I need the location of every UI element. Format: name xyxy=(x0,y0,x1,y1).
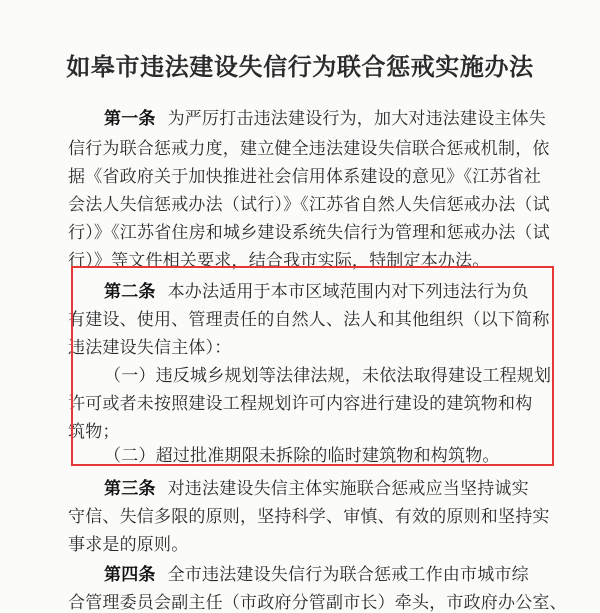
article-highlight-box xyxy=(71,266,554,466)
text-line xyxy=(68,162,541,187)
line-text: 本办法适用于本市区域范围内对下列违法行为负 xyxy=(167,282,529,302)
line-text: 信行为联合惩戒力度，建立健全违法建设失信联合惩戒机制，依 xyxy=(68,139,550,159)
line-text: 合管理委员会副主任（市政府分管副市长）牵头，市政府办公室、 xyxy=(68,593,567,613)
line-text: 行）》《江苏省住房和城乡建设系统失信行为管理和惩戒办法（试 xyxy=(68,223,550,243)
document-title: 如皋市违法建设失信行为联合惩戒实施办法 xyxy=(66,52,534,81)
text-line xyxy=(104,104,546,129)
line-text: （二）超过批准期限未拆除的临时建筑物和构筑物。 xyxy=(104,446,500,466)
text-line xyxy=(104,560,529,585)
text-line xyxy=(68,530,188,555)
article-label: 第三条 xyxy=(104,479,156,499)
line-text: 据《省政府关于加快推进社会信用体系建设的意见》《江苏省社 xyxy=(68,167,542,187)
line-text: 为严厉打击违法建设行为，加大对违法建设主体失 xyxy=(167,109,547,129)
line-text: 行）》等文件相关要求，结合我市实际，特制定本办法。 xyxy=(68,251,490,271)
line-text: 有建设、使用、管理责任的自然人、法人和其他组织（以下简称 xyxy=(68,310,550,330)
text-line xyxy=(104,474,529,499)
line-text: 违法建设失信主体）： xyxy=(68,338,232,358)
article-label: 第一条 xyxy=(104,109,156,129)
line-text: （一）违反城乡规划等法律法规，未依法取得建设工程规划 xyxy=(104,366,552,386)
text-line xyxy=(68,218,550,243)
line-text: 事求是的原则。 xyxy=(68,535,189,555)
line-text: 对违法建设失信主体实施联合惩戒应当坚持诚实 xyxy=(167,479,529,499)
article-label: 第二条 xyxy=(104,282,156,302)
line-text: 全市违法建设失信行为联合惩戒工作由市城市综 xyxy=(167,565,529,585)
line-text: 许可或者未按照建设工程规划许可内容进行建设的建筑物和构 xyxy=(68,394,533,414)
line-text: 守信、失信多限的原则，坚持科学、审慎、有效的原则和坚持实 xyxy=(68,507,550,527)
text-line xyxy=(68,588,567,613)
text-line xyxy=(68,190,550,215)
text-line xyxy=(68,502,550,527)
article-label: 第四条 xyxy=(104,565,156,585)
line-text: 筑物； xyxy=(68,422,120,442)
line-text: 会法人失信惩戒办法（试行）》《江苏省自然人失信惩戒办法（试 xyxy=(68,195,550,215)
text-line xyxy=(68,134,550,159)
